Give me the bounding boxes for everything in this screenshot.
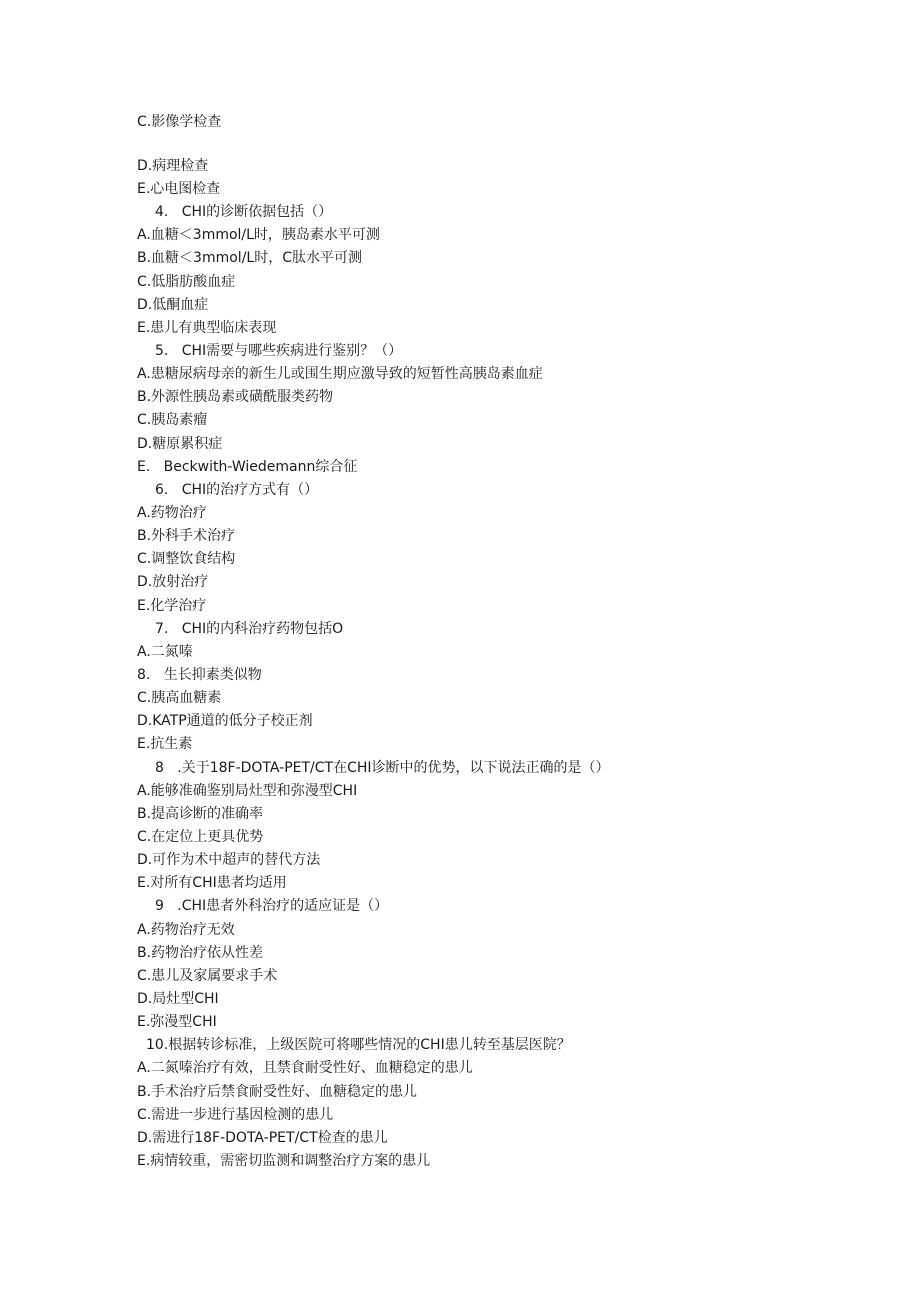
option-line: C.低脂肪酸血症 xyxy=(137,274,236,290)
question-line: 6. CHI的治疗方式有（） xyxy=(155,482,319,498)
option-line: D.可作为术中超声的替代方法 xyxy=(137,852,321,868)
option-line: C.患儿及家属要求手术 xyxy=(137,968,278,984)
option-line: C.调整饮食结构 xyxy=(137,551,236,567)
option-line: E.化学治疗 xyxy=(137,598,207,614)
option-line: A.二氮嗪 xyxy=(137,644,193,660)
option-line: A.药物治疗无效 xyxy=(137,922,235,938)
option-line: E.对所有CHI患者均适用 xyxy=(137,875,287,891)
option-line: B.外源性胰岛素或磺酰服类药物 xyxy=(137,389,334,405)
option-line: D.低酮血症 xyxy=(137,297,209,313)
option-line: A.药物治疗 xyxy=(137,505,207,521)
option-line: C.在定位上更具优势 xyxy=(137,829,264,845)
question-line: 8 .关于18F-DOTA-PET/CT在CHI诊断中的优势，以下说法正确的是（） xyxy=(155,760,610,776)
option-line: B.血糖＜3mmol/L时，C肽水平可测 xyxy=(137,250,362,266)
question-line: 7. CHI的内科治疗药物包括O xyxy=(155,621,344,637)
option-line: 8. 生长抑素类似物 xyxy=(137,667,262,683)
question-line: 10.根据转诊标准，上级医院可将哪些情况的CHI患儿转至基层医院？ xyxy=(146,1037,571,1053)
option-line: D.KATP通道的低分子校正剂 xyxy=(137,713,313,729)
option-line: A.患糖尿病母亲的新生儿或围生期应激导致的短暂性高胰岛素血症 xyxy=(137,366,543,382)
question-line: 4. CHI的诊断依据包括（） xyxy=(155,204,333,220)
option-line: E.患儿有典型临床表现 xyxy=(137,320,277,336)
option-line: A.能够准确鉴别局灶型和弥漫型CHI xyxy=(137,783,358,799)
option-line: C.影像学检查 xyxy=(137,114,222,130)
option-line: A.二氮嗪治疗有效，且禁食耐受性好、血糖稳定的患儿 xyxy=(137,1060,473,1076)
option-line: D.病理检查 xyxy=(137,158,209,174)
option-line: C.胰高血糖素 xyxy=(137,690,222,706)
option-line: D.局灶型CHI xyxy=(137,991,219,1007)
option-line: B.手术治疗后禁食耐受性好、血糖稳定的患儿 xyxy=(137,1084,418,1100)
option-line: D.放射治疗 xyxy=(137,574,209,590)
option-line: C.需进一步进行基因检测的患儿 xyxy=(137,1107,334,1123)
option-line: E.弥漫型CHI xyxy=(137,1014,217,1030)
option-line: D.需进行18F-DOTA-PET/CT检查的患儿 xyxy=(137,1130,388,1146)
option-line: E. Beckwith-Wiedemann综合征 xyxy=(137,459,358,475)
option-line: E.病情较重，需密切监测和调整治疗方案的患儿 xyxy=(137,1153,431,1169)
question-line: 9 .CHI患者外科治疗的适应证是（） xyxy=(155,898,389,914)
question-line: 5. CHI需要与哪些疾病进行鉴别？（） xyxy=(155,343,403,359)
option-line: B.提高诊断的准确率 xyxy=(137,806,264,822)
option-line: B.药物治疗依从性差 xyxy=(137,945,264,961)
option-line: E.抗生素 xyxy=(137,736,193,752)
option-line: D.糖原累积症 xyxy=(137,436,223,452)
option-line: A.血糖＜3mmol/L时，胰岛素水平可测 xyxy=(137,227,380,243)
option-line: B.外科手术治疗 xyxy=(137,528,236,544)
option-line: C.胰岛素瘤 xyxy=(137,412,208,428)
option-line: E.心电图检查 xyxy=(137,181,221,197)
